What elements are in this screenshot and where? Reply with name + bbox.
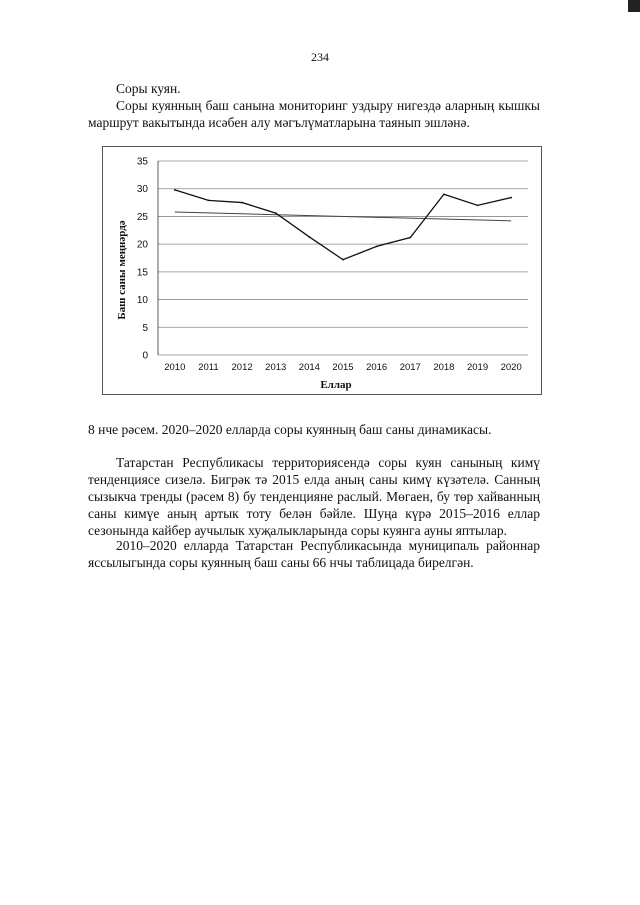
data-point: [443, 193, 445, 195]
data-point: [342, 259, 344, 261]
x-tick-label: 2018: [433, 362, 455, 373]
y-tick-label: 0: [142, 350, 148, 362]
data-point: [510, 197, 512, 199]
y-tick-label: 5: [142, 322, 148, 334]
data-point: [241, 202, 243, 204]
y-tick-label: 15: [136, 267, 148, 279]
y-tick-label: 30: [136, 184, 148, 196]
y-tick-label: 25: [136, 211, 148, 223]
x-tick-label: 2013: [265, 362, 287, 373]
y-tick-label: 20: [136, 239, 148, 251]
x-tick-label: 2014: [298, 362, 320, 373]
figure-caption: 8 нче рәсем. 2020–2020 елларда соры куянның баш саны динамикасы.: [88, 422, 492, 437]
data-point: [308, 236, 310, 238]
data-point: [174, 189, 176, 191]
data-point: [376, 245, 378, 247]
y-tick-label: 10: [136, 295, 148, 307]
y-axis-label: Баш саны меңнәрдә: [116, 220, 128, 320]
x-tick-label: 2017: [399, 362, 421, 373]
data-point: [409, 237, 411, 239]
intro-paragraph: Соры куянның баш санына мониторинг уздыру нигездә аларның кышкы маршрут вакытында исәбен алу мәгълүматларына таянып эшләнә.: [88, 98, 540, 130]
x-tick-label: 2012: [231, 362, 253, 373]
data-point: [275, 212, 277, 214]
section-heading: Соры куян.: [116, 81, 181, 96]
line-chart-svg: [103, 147, 541, 394]
x-axis-label: Еллар: [320, 379, 352, 391]
x-tick-label: 2015: [332, 362, 354, 373]
population-chart: [102, 146, 542, 395]
x-tick-label: 2016: [366, 362, 388, 373]
x-tick-label: 2020: [500, 362, 522, 373]
x-tick-label: 2010: [164, 362, 186, 373]
scan-corner-mark: [628, 0, 640, 12]
body-paragraph-1: Татарстан Республикасы территориясендә соры куян санының кимү тенденциясе сизелә. Бигрәк тә 2015 елда аның саны кимү күзәтелә. Санның сызыкча тренды (рәсем 8) бу тенденцияне раслый. Мөгаен, бу төр хайванның саны кимүе аның артык тоту белән бәйле. Шуңа күрә 2015–2016 еллар сезонында кайбер аучылык хуҗалыкларында соры куянга ауны яптылар.: [88, 455, 540, 538]
page-number: 234: [311, 50, 329, 64]
x-tick-label: 2011: [198, 362, 219, 373]
body-paragraph-2: 2010–2020 елларда Татарстан Республикасында муниципаль районнар яссылыгында соры куянның баш саны 66 нчы таблицада бирелгән.: [88, 538, 540, 570]
data-point: [208, 199, 210, 201]
series-line: [175, 190, 511, 260]
y-tick-label: 35: [136, 156, 148, 168]
x-tick-label: 2019: [466, 362, 489, 373]
data-point: [477, 204, 479, 206]
